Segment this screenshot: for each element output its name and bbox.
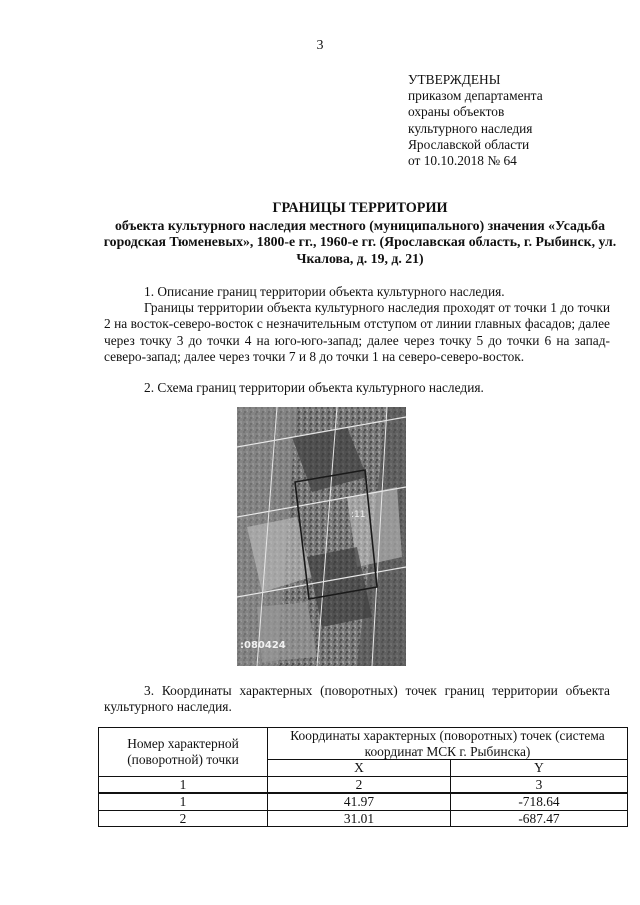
aerial-photo	[237, 407, 406, 666]
table-cell: 41.97	[268, 793, 451, 810]
approval-line: УТВЕРЖДЕНЫ	[408, 72, 501, 87]
table-cell: -687.47	[451, 810, 628, 827]
header-x: X	[268, 760, 451, 777]
title-heading: ГРАНИЦЫ ТЕРРИТОРИИ	[272, 200, 448, 216]
table-cell: 1	[99, 793, 268, 810]
table-cell: 1	[99, 776, 268, 793]
section-3-heading: 3. Координаты характерных (поворотных) точек границ территории объекта культурного наследия.	[104, 683, 610, 715]
approval-line: культурного наследия	[408, 120, 533, 136]
cadastral-block-label: :080424	[240, 640, 286, 651]
header-y: Y	[451, 760, 628, 777]
table-cell: 2	[99, 810, 268, 827]
document-title	[100, 200, 620, 267]
boundary-description: Границы территории объекта культурного наследия проходят от точки 1 до точки 2 на восток-северо-восток с незначительным отступом от линии главных фасадов; далее через точку 3 до точки 4 на юго-юго-запад; далее через точку 5 до точки 6 на запад-северо-запад; далее через точки 7 и 8 до точки 1 на северо-северо-восток.	[104, 300, 610, 364]
table-cell: 31.01	[268, 810, 451, 827]
approval-line: от 10.10.2018 № 64	[408, 153, 517, 169]
header-point-number: Номер характерной (поворотной) точки	[99, 728, 268, 777]
table-row	[99, 810, 628, 827]
table-cell: 2	[268, 776, 451, 793]
page-number: 3	[316, 38, 324, 53]
section-1-heading: 1. Описание границ территории объекта культурного наследия.	[144, 284, 505, 299]
coordinates-table	[98, 727, 628, 827]
boundary-scheme-map	[237, 407, 406, 666]
column-index-row	[99, 776, 628, 793]
approval-line: Ярославской области	[408, 136, 530, 152]
table-row	[99, 793, 628, 810]
parcel-label: :11	[351, 510, 366, 520]
table-cell: 3	[451, 776, 628, 793]
header-coordinates: Координаты характерных (поворотных) точек (система координат МСК г. Рыбинска)	[268, 728, 628, 760]
approval-stamp	[408, 72, 543, 169]
section-2-heading: 2. Схема границ территории объекта культурного наследия.	[144, 380, 484, 395]
approval-line: охраны объектов	[408, 104, 505, 120]
title-subheading: объекта культурного наследия местного (муниципального) значения «Усадьба городская Тюменевых», 1800-е гг., 1960-е гг. (Ярославская область, г. Рыбинск, ул. Чкалова, д. 19, д. 21)	[103, 217, 617, 266]
approval-line: приказом департамента	[408, 88, 543, 104]
table-cell: -718.64	[451, 793, 628, 810]
